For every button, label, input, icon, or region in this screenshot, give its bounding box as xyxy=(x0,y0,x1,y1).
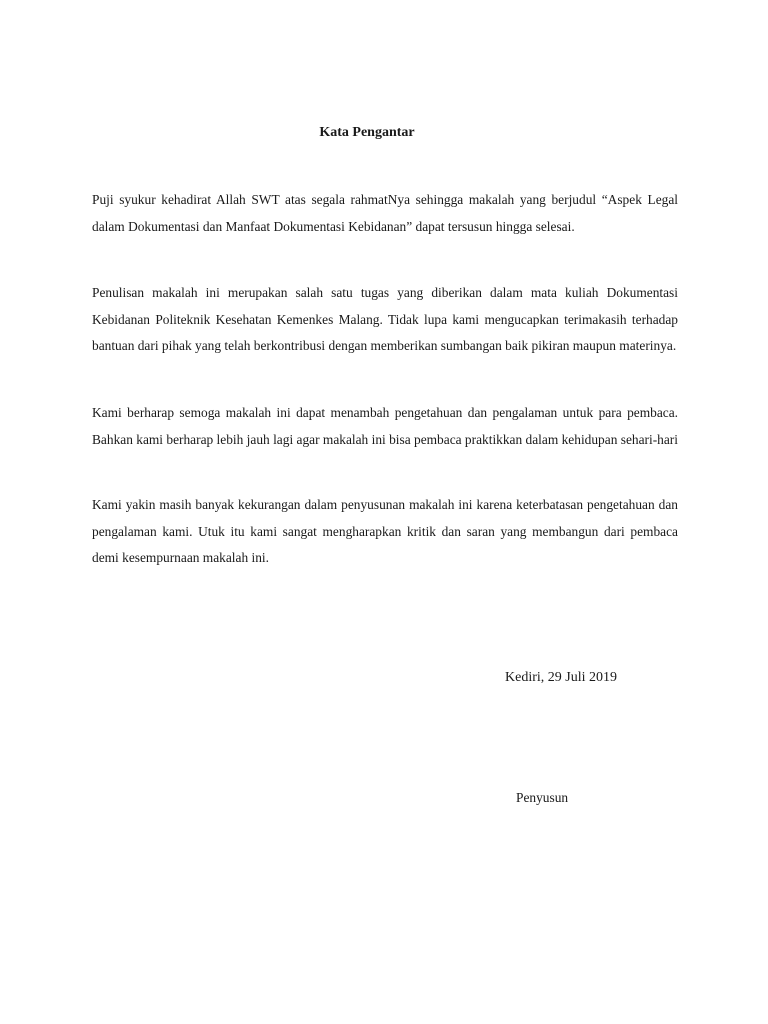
signature-label: Penyusun xyxy=(516,790,569,805)
paragraph-text: Penulisan makalah ini merupakan salah satu tugas yang diberikan dalam mata kuliah Dokumentasi Kebidanan Politeknik Kesehatan Kemenkes Malang. Tidak lupa kami mengucapkan terimakasih terhadap bantuan dari pihak yang telah berkontribusi dengan memberikan sumbangan baik pikiran maupun materinya. xyxy=(92,285,678,354)
paragraph-text: Kami berharap semoga makalah ini dapat menambah pengetahuan dan pengalaman untuk para pembaca. Bahkan kami berharap lebih jauh lagi agar makalah ini bisa pembaca praktikkan dalam kehidupan sehari-hari xyxy=(92,405,678,447)
paragraph-2 xyxy=(92,280,678,360)
page-title: Kata Pengantar xyxy=(319,125,415,140)
paragraph-4 xyxy=(92,492,678,572)
paragraph-text: Puji syukur kehadirat Allah SWT atas segala rahmatNya sehingga makalah yang berjudul “Aspek Legal dalam Dokumentasi dan Manfaat Dokumentasi Kebidanan” dapat tersusun hingga selesai. xyxy=(92,192,678,234)
place-date: Kediri, 29 Juli 2019 xyxy=(505,670,617,685)
paragraph-1 xyxy=(92,187,678,240)
paragraph-3 xyxy=(92,400,678,453)
paragraph-text: Kami yakin masih banyak kekurangan dalam penyusunan makalah ini karena keterbatasan pengetahuan dan pengalaman kami. Utuk itu kami sangat mengharapkan kritik dan saran yang membangun dari pembaca demi kesempurnaan makalah ini. xyxy=(92,497,678,566)
